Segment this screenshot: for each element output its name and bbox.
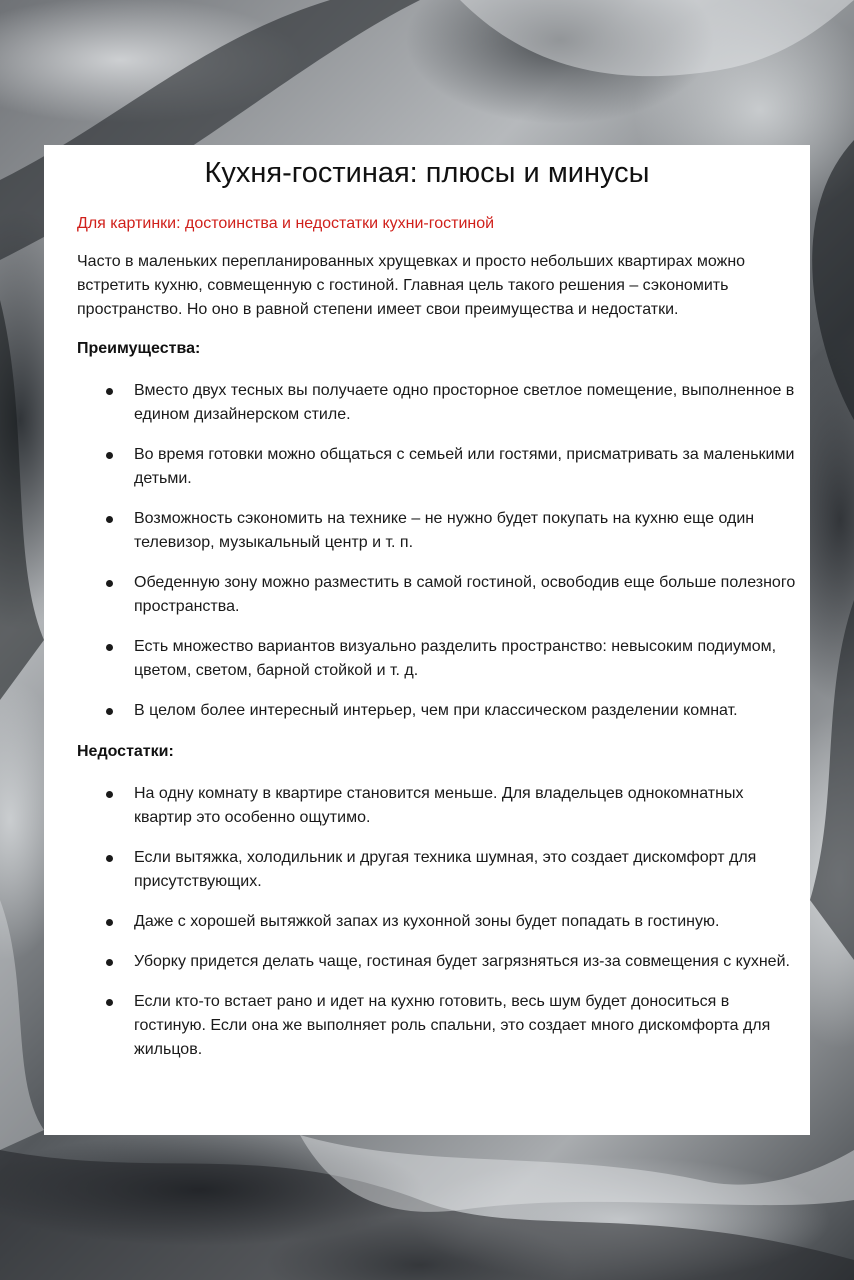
- advantage-text: Обеденную зону можно разместить в самой гостиной, освободив еще больше полезного пространства.: [134, 574, 796, 615]
- bullet-icon: [106, 708, 113, 715]
- advantages-heading: Преимущества:: [77, 340, 201, 357]
- disadvantage-text: Если вытяжка, холодильник и другая техника шумная, это создает дискомфорт для присутствующих.: [134, 849, 757, 890]
- disadvantage-item: [77, 910, 796, 934]
- disadvantage-item: [77, 990, 796, 1062]
- disadvantage-text: Если кто-то встает рано и идет на кухню готовить, весь шум будет доноситься в гостиную. Если она же выполняет роль спальни, это создает много дискомфорта для жильцов.: [134, 993, 771, 1058]
- advantage-text: В целом более интересный интерьер, чем при классическом разделении комнат.: [134, 702, 738, 719]
- advantage-item: [77, 443, 796, 491]
- bullet-icon: [106, 452, 113, 459]
- bullet-icon: [106, 580, 113, 587]
- disadvantage-text: Даже с хорошей вытяжкой запах из кухонной зоны будет попадать в гостиную.: [134, 913, 720, 930]
- advantage-text: Во время готовки можно общаться с семьей или гостями, присматривать за маленькими детьми.: [134, 446, 795, 487]
- advantage-item: [77, 635, 796, 683]
- advantages-list: [77, 379, 796, 723]
- bullet-icon: [106, 919, 113, 926]
- advantage-item: [77, 699, 796, 723]
- advantage-text: Есть множество вариантов визуально разделить пространство: невысоким подиумом, цветом, светом, барной стойкой и т. д.: [134, 638, 777, 679]
- disadvantage-item: [77, 846, 796, 894]
- bullet-icon: [106, 999, 113, 1006]
- disadvantage-item: [77, 950, 796, 974]
- intro-paragraph: Часто в маленьких перепланированных хрущевках и просто небольших квартирах можно встретить кухню, совмещенную с гостиной. Главная цель такого решения – сэкономить пространство. Но оно в равной степени имеет свои преимущества и недостатки.: [77, 253, 746, 318]
- disadvantages-list: [77, 782, 796, 1062]
- disadvantage-text: Уборку придется делать чаще, гостиная будет загрязняться из-за совмещения с кухней.: [134, 953, 790, 970]
- bullet-icon: [106, 388, 113, 395]
- bullet-icon: [106, 644, 113, 651]
- disadvantage-text: На одну комнату в квартире становится меньше. Для владельцев однокомнатных квартир это особенно ощутимо.: [134, 785, 744, 826]
- article-card: [44, 145, 810, 1135]
- bullet-icon: [106, 855, 113, 862]
- advantage-text: Вместо двух тесных вы получаете одно просторное светлое помещение, выполненное в едином дизайнерском стиле.: [134, 382, 795, 423]
- image-caption: Для картинки: достоинства и недостатки кухни-гостиной: [77, 215, 495, 232]
- bullet-icon: [106, 516, 113, 523]
- bullet-icon: [106, 959, 113, 966]
- advantage-item: [77, 571, 796, 619]
- advantage-text: Возможность сэкономить на технике – не нужно будет покупать на кухню еще один телевизор, музыкальный центр и т. п.: [134, 510, 755, 551]
- page-title: Кухня-гостиная: плюсы и минусы: [204, 157, 650, 189]
- disadvantage-item: [77, 782, 796, 830]
- disadvantages-heading: Недостатки:: [77, 743, 174, 760]
- bullet-icon: [106, 791, 113, 798]
- advantage-item: [77, 379, 796, 427]
- advantage-item: [77, 507, 796, 555]
